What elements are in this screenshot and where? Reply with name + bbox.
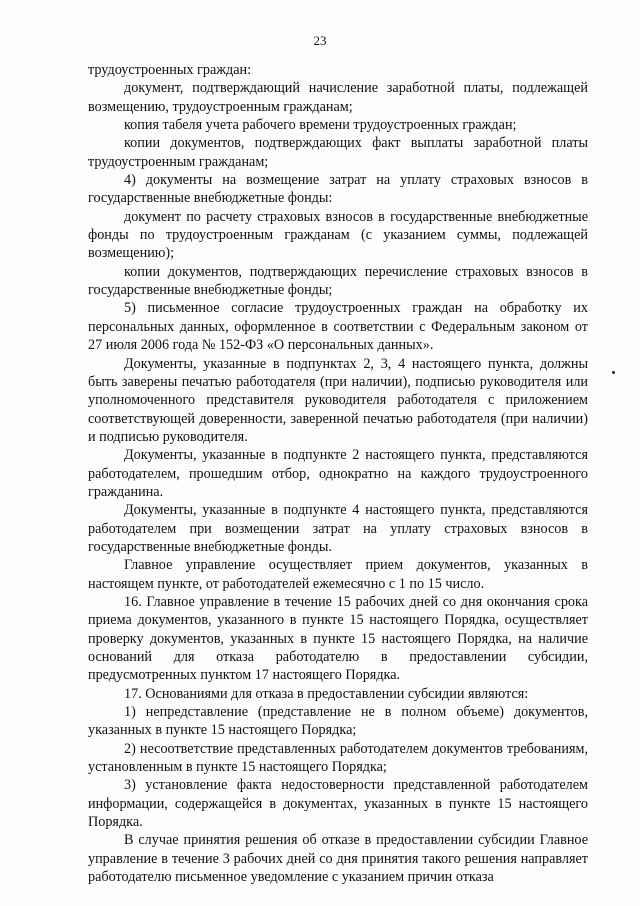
paragraph-item-5: 5) письменное согласие трудоустроенных граждан на обработку их персональных данных, оформленное в соответствии с Федеральным законом от 27 июля 2006 года № 152-ФЗ «О персональных данных». bbox=[88, 300, 588, 354]
paragraph-acceptance-period: Главное управление осуществляет прием документов, указанных в настоящем пункте, от работодателей ежемесячно с 1 по 15 число. bbox=[88, 557, 588, 592]
paragraph-item-4: 4) документы на возмещение затрат на уплату страховых взносов в государственные внебюджетные фонды: bbox=[88, 172, 588, 207]
paragraph-refusal-ground-3: 3) установление факта недостоверности представленной работодателем информации, содержащейся в документах, указанных в пункте 15 настоящего Порядка. bbox=[88, 777, 588, 831]
document-body bbox=[88, 61, 588, 886]
paragraph-contributions-calculation: документ по расчету страховых взносов в государственные внебюджетные фонды по трудоустроенным гражданам (с указанием суммы, подлежащей возмещению); bbox=[88, 208, 588, 262]
paragraph-item-17: 17. Основаниями для отказа в предоставлении субсидии являются: bbox=[124, 685, 529, 702]
paragraph-certification: Документы, указанные в подпунктах 2, 3, 4 настоящего пункта, должны быть заверены печатью работодателя (при наличии), подписью руководителя или уполномоченного представителя руководителя работодателя с приложением соответствующей доверенности, заверенной печатью работодателя (при наличии) и подписью руководителя. bbox=[88, 355, 588, 445]
paragraph-salary-document: документ, подтверждающий начисление заработной платы, подлежащей возмещению, трудоустроенным гражданам; bbox=[88, 80, 588, 115]
paragraph-subitem-4-submission: Документы, указанные в подпункте 4 настоящего пункта, представляются работодателем при возмещении затрат на уплату страховых взносов в государственные внебюджетные фонды. bbox=[88, 502, 588, 555]
paragraph-contributions-transfer-copies: копии документов, подтверждающих перечисление страховых взносов в государственные внебюджетные фонды; bbox=[88, 263, 588, 299]
paragraph-continuation: трудоустроенных граждан: bbox=[88, 62, 252, 78]
paragraph-refusal-notification: В случае принятия решения об отказе в предоставлении субсидии Главное управление в течение 3 рабочих дней со дня принятия такого решения направляет работодателю письменное уведомление с указанием причин отказа bbox=[88, 832, 588, 886]
page-number: 23 bbox=[313, 33, 327, 48]
paragraph-refusal-ground-2: 2) несоответствие представленных работодателем документов требованиям, установленным в пункте 15 настоящего Порядка; bbox=[88, 740, 588, 776]
paragraph-refusal-ground-1: 1) непредставление (представление не в полном объеме) документов, указанных в пункте 15 настоящего Порядка; bbox=[88, 704, 588, 739]
paragraph-salary-payment-copies: копии документов, подтверждающих факт выплаты заработной платы трудоустроенным гражданам; bbox=[88, 135, 588, 170]
paragraph-subitem-2-submission: Документы, указанные в подпункте 2 настоящего пункта, представляются работодателем, прошедшим отбор, однократно на каждого трудоустроенного гражданина. bbox=[88, 447, 588, 500]
paragraph-item-16: 16. Главное управление в течение 15 рабочих дней со дня окончания срока приема документов, указанного в пункте 15 настоящего Порядка, осуществляет проверку документов, указанных в пункте 15 настоящего Порядка, на наличие оснований для отказа работодателю в предоставлении субсидии, предусмотренных пунктом 17 настоящего Порядка. bbox=[88, 593, 588, 684]
scan-speck bbox=[612, 371, 615, 374]
paragraph-timesheet-copy: копия табеля учета рабочего времени трудоустроенных граждан; bbox=[124, 117, 517, 134]
